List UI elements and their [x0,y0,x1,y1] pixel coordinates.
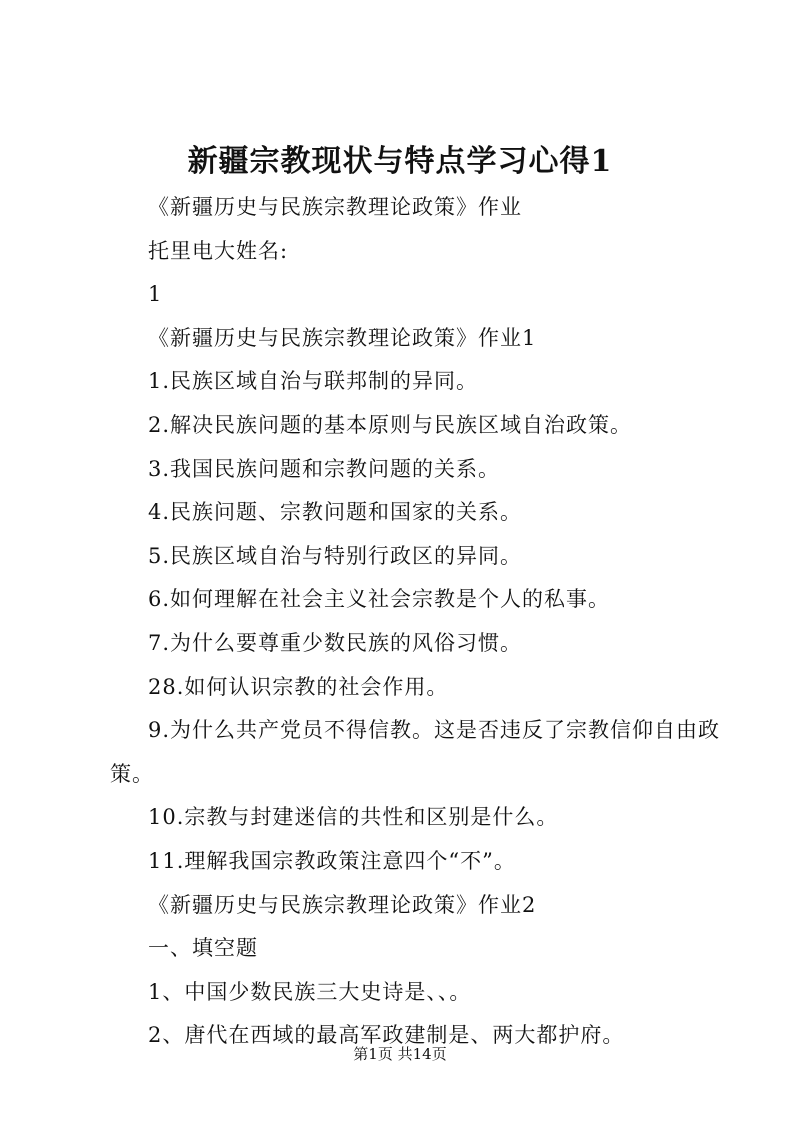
body-line: 《新疆历史与民族宗教理论政策》作业2 [148,892,537,917]
document-title: 新疆宗教现状与特点学习心得1 [187,144,613,179]
body-line: 28.如何认识宗教的社会作用。 [148,674,449,699]
body-line: 6.如何理解在社会主义社会宗教是个人的私事。 [148,587,611,612]
body-line: 1、中国少数民族三大史诗是、、。 [148,979,472,1004]
page-footer: 第1页 共14页 [353,1045,447,1063]
body-line: 4.民族问题、宗教问题和国家的关系。 [148,500,523,525]
body-line: 9.为什么共产党员不得信教。这是否违反了宗教信仰自由政 [148,718,721,743]
body-line: 《新疆历史与民族宗教理论政策》作业 [148,195,522,219]
body-line: 1 [148,282,163,307]
body-line: 2.解决民族问题的基本原则与民族区域自治政策。 [148,412,633,437]
body-line: 一、填空题 [148,936,258,961]
body-line: 10.宗教与封建迷信的共性和区别是什么。 [148,805,559,830]
body-line: 2、唐代在西域的最高军政建制是、两大都护府。 [148,1023,625,1048]
body-line: 11.理解我国宗教政策注意四个“不”。 [148,848,516,873]
body-line-continuation: 策。 [110,761,154,786]
body-line: 托里电大姓名: [148,238,289,263]
body-line: 5.民族区域自治与特别行政区的异同。 [148,543,523,568]
body-line: 7.为什么要尊重少数民族的风俗习惯。 [148,630,523,655]
body-line: 《新疆历史与民族宗教理论政策》作业1 [148,325,537,350]
body-line: 3.我国民族问题和宗教问题的关系。 [148,456,501,481]
body-line: 1.民族区域自治与联邦制的异同。 [148,369,479,394]
document-body [110,186,721,1058]
